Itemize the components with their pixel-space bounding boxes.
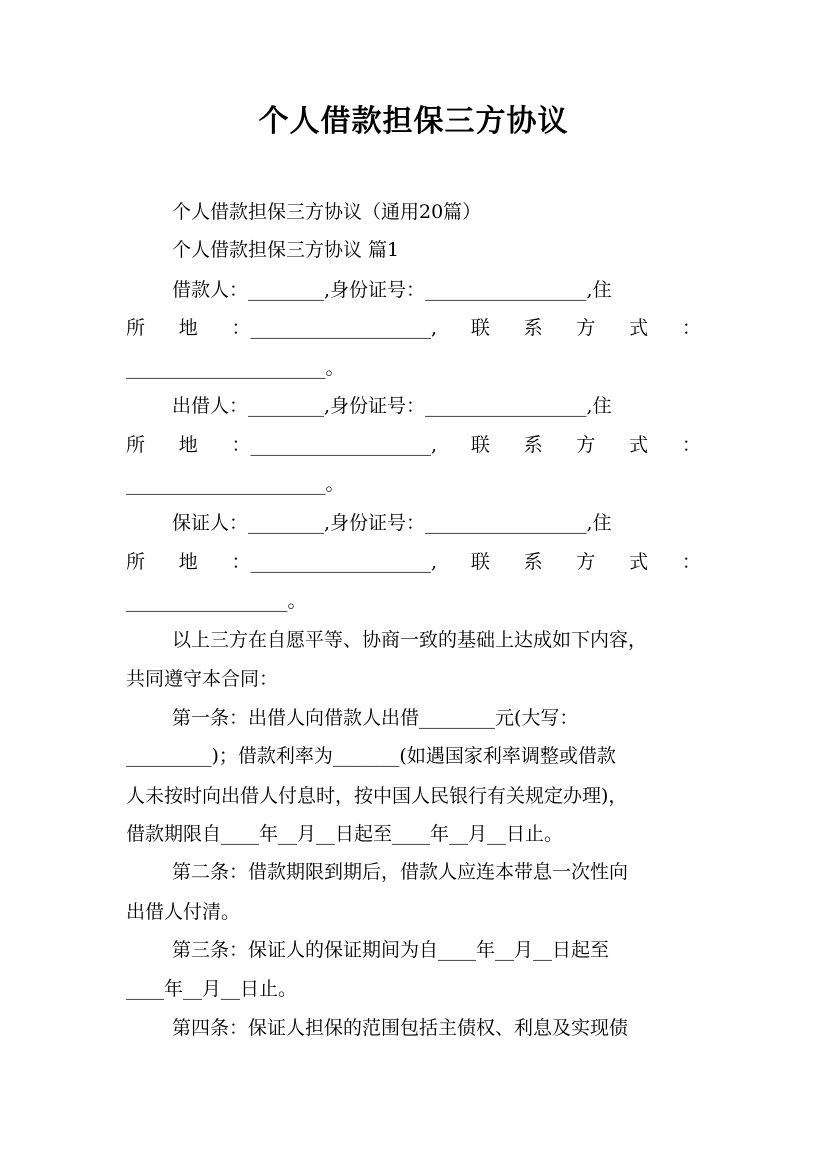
guarantor-contact-line: _________________。: [126, 590, 307, 612]
lender-contact-line: _____________________。: [126, 473, 345, 495]
article-1-line: 借款期限自____年__月__日起至____年__月__日止。: [126, 823, 564, 845]
lender-address-line: 所 地 ：___________________, 联 系 方 式 ：: [126, 434, 701, 456]
article-1-line: 第一条：出借人向借款人出借________元(大写：: [172, 707, 579, 729]
lender-line: 出借人：________,身份证号：_________________,住: [172, 395, 612, 417]
borrower-line: 借款人：________,身份证号：_________________,住: [172, 279, 612, 301]
article-3-line: ____年__月__日止。: [126, 978, 298, 1000]
guarantor-address-line: 所 地 ：___________________, 联 系 方 式 ：: [126, 551, 701, 573]
guarantor-line: 保证人：________,身份证号：_________________,住: [172, 512, 612, 534]
article-3-line: 第三条：保证人的保证期间为自____年__月__日起至: [172, 939, 610, 961]
document-title: 个人借款担保三方协议: [258, 104, 569, 139]
section-heading: 个人借款担保三方协议 篇1: [172, 239, 400, 261]
article-1-line: 人未按时向出借人付息时，按中国人民银行有关规定办理)，: [126, 785, 628, 807]
paragraph-line: 以上三方在自愿平等、协商一致的基础上达成如下内容，: [172, 629, 648, 651]
paragraph-line: 共同遵守本合同：: [126, 668, 279, 690]
borrower-address-line: 所 地 ：___________________, 联 系 方 式 ：: [126, 317, 701, 339]
article-2-line: 第二条：借款期限到期后，借款人应连本带息一次性向: [172, 861, 629, 883]
borrower-contact-line: _____________________。: [126, 357, 345, 379]
subtitle-line: 个人借款担保三方协议（通用20篇）: [172, 201, 482, 223]
article-2-line: 出借人付清。: [126, 901, 241, 923]
article-4-line: 第四条：保证人担保的范围包括主债权、利息及实现债: [172, 1017, 629, 1039]
article-1-line: _________)；借款利率为_______(如遇国家利率调整或借款: [126, 745, 616, 767]
